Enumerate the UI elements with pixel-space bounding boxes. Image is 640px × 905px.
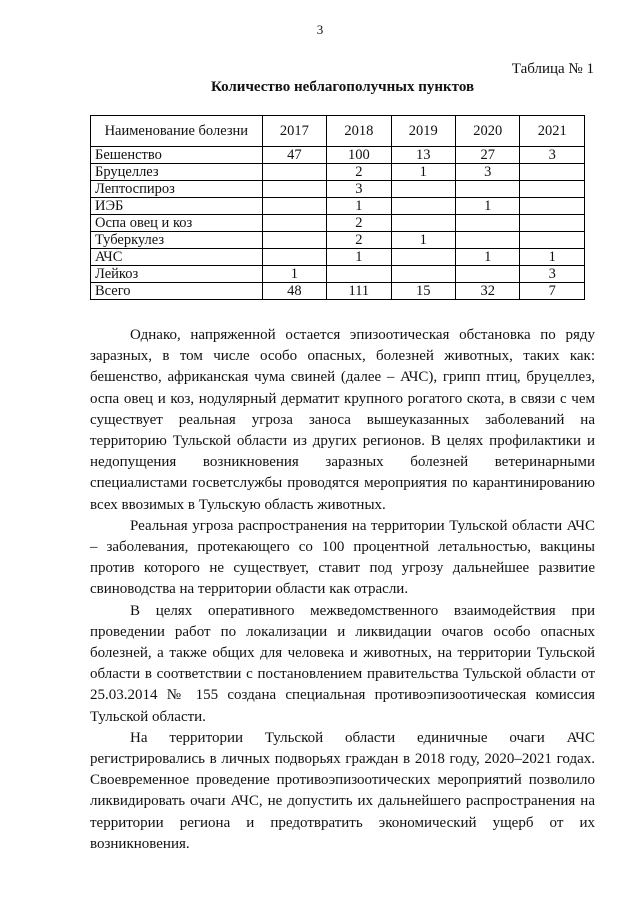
table-row bbox=[91, 147, 585, 164]
count-cell bbox=[262, 249, 326, 266]
paragraph: Однако, напряженной остается эпизоотическая обстановка по ряду заразных, в том числе особо опасных, болезней животных, таких как: бешенство, африканская чума свиней (далее – АЧС), грипп птиц, бруцеллез, оспа овец и коз, нодулярный дерматит крупного рогатого скота, в связи с чем существует реальная угроза заноса вышеуказанных заболеваний на территорию Тульской области из других регионов. В целях профилактики и недопущения возникновения заразных болезней ветеринарными специалистами госветслужбы проводятся мероприятия по карантинированию всех ввозимых в Тульскую область животных. bbox=[90, 327, 595, 513]
count-cell bbox=[391, 181, 455, 198]
disease-name-cell: ИЭБ bbox=[91, 198, 263, 215]
count-cell bbox=[520, 181, 585, 198]
disease-name-cell: Лептоспироз bbox=[91, 181, 263, 198]
count-cell: 1 bbox=[262, 266, 326, 283]
count-cell bbox=[456, 215, 520, 232]
count-cell: 111 bbox=[327, 283, 391, 300]
count-cell bbox=[391, 249, 455, 266]
page-number: 3 bbox=[316, 22, 324, 37]
count-cell: 3 bbox=[327, 181, 391, 198]
count-cell bbox=[456, 266, 520, 283]
table-row bbox=[91, 232, 585, 249]
disease-name-cell: АЧС bbox=[91, 249, 263, 266]
count-cell: 1 bbox=[327, 249, 391, 266]
table-header-row bbox=[91, 116, 585, 147]
count-cell bbox=[262, 215, 326, 232]
table-row bbox=[91, 283, 585, 300]
disease-name-cell: Лейкоз bbox=[91, 266, 263, 283]
count-cell bbox=[327, 266, 391, 283]
table-row bbox=[91, 181, 585, 198]
count-cell: 47 bbox=[262, 147, 326, 164]
count-cell: 100 bbox=[327, 147, 391, 164]
count-cell: 1 bbox=[520, 249, 585, 266]
count-cell: 27 bbox=[456, 147, 520, 164]
table-row bbox=[91, 215, 585, 232]
count-cell bbox=[262, 198, 326, 215]
table-row bbox=[91, 249, 585, 266]
count-cell: 1 bbox=[327, 198, 391, 215]
disease-name-cell: Бруцеллез bbox=[91, 164, 263, 181]
paragraph: Реальная угроза распространения на территории Тульской области АЧС – заболевания, протекающего со 100 процентной летальностью, вакцины против которого не существует, ставит под угрозу дальнейшее развитие свиноводства на территории области как отрасли. bbox=[90, 517, 595, 598]
table-row bbox=[91, 266, 585, 283]
disease-table bbox=[90, 115, 585, 300]
count-cell: 1 bbox=[391, 232, 455, 249]
count-cell bbox=[520, 232, 585, 249]
count-cell bbox=[391, 266, 455, 283]
count-cell: 2 bbox=[327, 232, 391, 249]
count-cell: 3 bbox=[456, 164, 520, 181]
column-header: 2018 bbox=[327, 116, 391, 147]
column-header: 2019 bbox=[391, 116, 455, 147]
count-cell bbox=[391, 215, 455, 232]
count-cell bbox=[520, 164, 585, 181]
paragraph: На территории Тульской области единичные очаги АЧС регистрировались в личных подворьях граждан в 2018 году, 2020–2021 годах. Своевременное проведение противоэпизоотических мероприятий позволило ликвидировать очаги АЧС, не допустить их дальнейшего распространения на территории региона и предотвратить экономический ущерб от их возникновения. bbox=[90, 729, 595, 852]
count-cell bbox=[391, 198, 455, 215]
disease-name-cell: Бешенство bbox=[91, 147, 263, 164]
column-header: 2017 bbox=[262, 116, 326, 147]
paragraph: В целях оперативного межведомственного взаимодействия при проведении работ по локализации и ликвидации очагов особо опасных болезней, а также общих для человека и животных, на территории Тульской области в соответствии с постановлением правительства Тульской области от 25.03.2014 № 155 создана специальная противоэпизоотическая комиссия Тульской области. bbox=[90, 602, 595, 725]
table-title: Количество неблагополучных пунктов bbox=[210, 79, 475, 95]
count-cell: 1 bbox=[456, 198, 520, 215]
count-cell: 13 bbox=[391, 147, 455, 164]
disease-name-cell: Туберкулез bbox=[91, 232, 263, 249]
column-header: Наименование болезни bbox=[91, 116, 263, 147]
column-header: 2020 bbox=[456, 116, 520, 147]
count-cell: 2 bbox=[327, 164, 391, 181]
table-row bbox=[91, 198, 585, 215]
count-cell bbox=[520, 198, 585, 215]
count-cell bbox=[456, 232, 520, 249]
count-cell bbox=[520, 215, 585, 232]
count-cell bbox=[262, 164, 326, 181]
count-cell: 1 bbox=[391, 164, 455, 181]
count-cell bbox=[262, 181, 326, 198]
count-cell: 48 bbox=[262, 283, 326, 300]
disease-name-cell: Оспа овец и коз bbox=[91, 215, 263, 232]
count-cell: 32 bbox=[456, 283, 520, 300]
count-cell: 15 bbox=[391, 283, 455, 300]
disease-name-cell: Всего bbox=[91, 283, 263, 300]
count-cell: 3 bbox=[520, 147, 585, 164]
column-header: 2021 bbox=[520, 116, 585, 147]
count-cell bbox=[262, 232, 326, 249]
count-cell: 1 bbox=[456, 249, 520, 266]
count-cell: 7 bbox=[520, 283, 585, 300]
count-cell bbox=[456, 181, 520, 198]
count-cell: 2 bbox=[327, 215, 391, 232]
body-text bbox=[90, 325, 595, 855]
table-label: Таблица № 1 bbox=[511, 61, 594, 77]
table-row bbox=[91, 164, 585, 181]
count-cell: 3 bbox=[520, 266, 585, 283]
